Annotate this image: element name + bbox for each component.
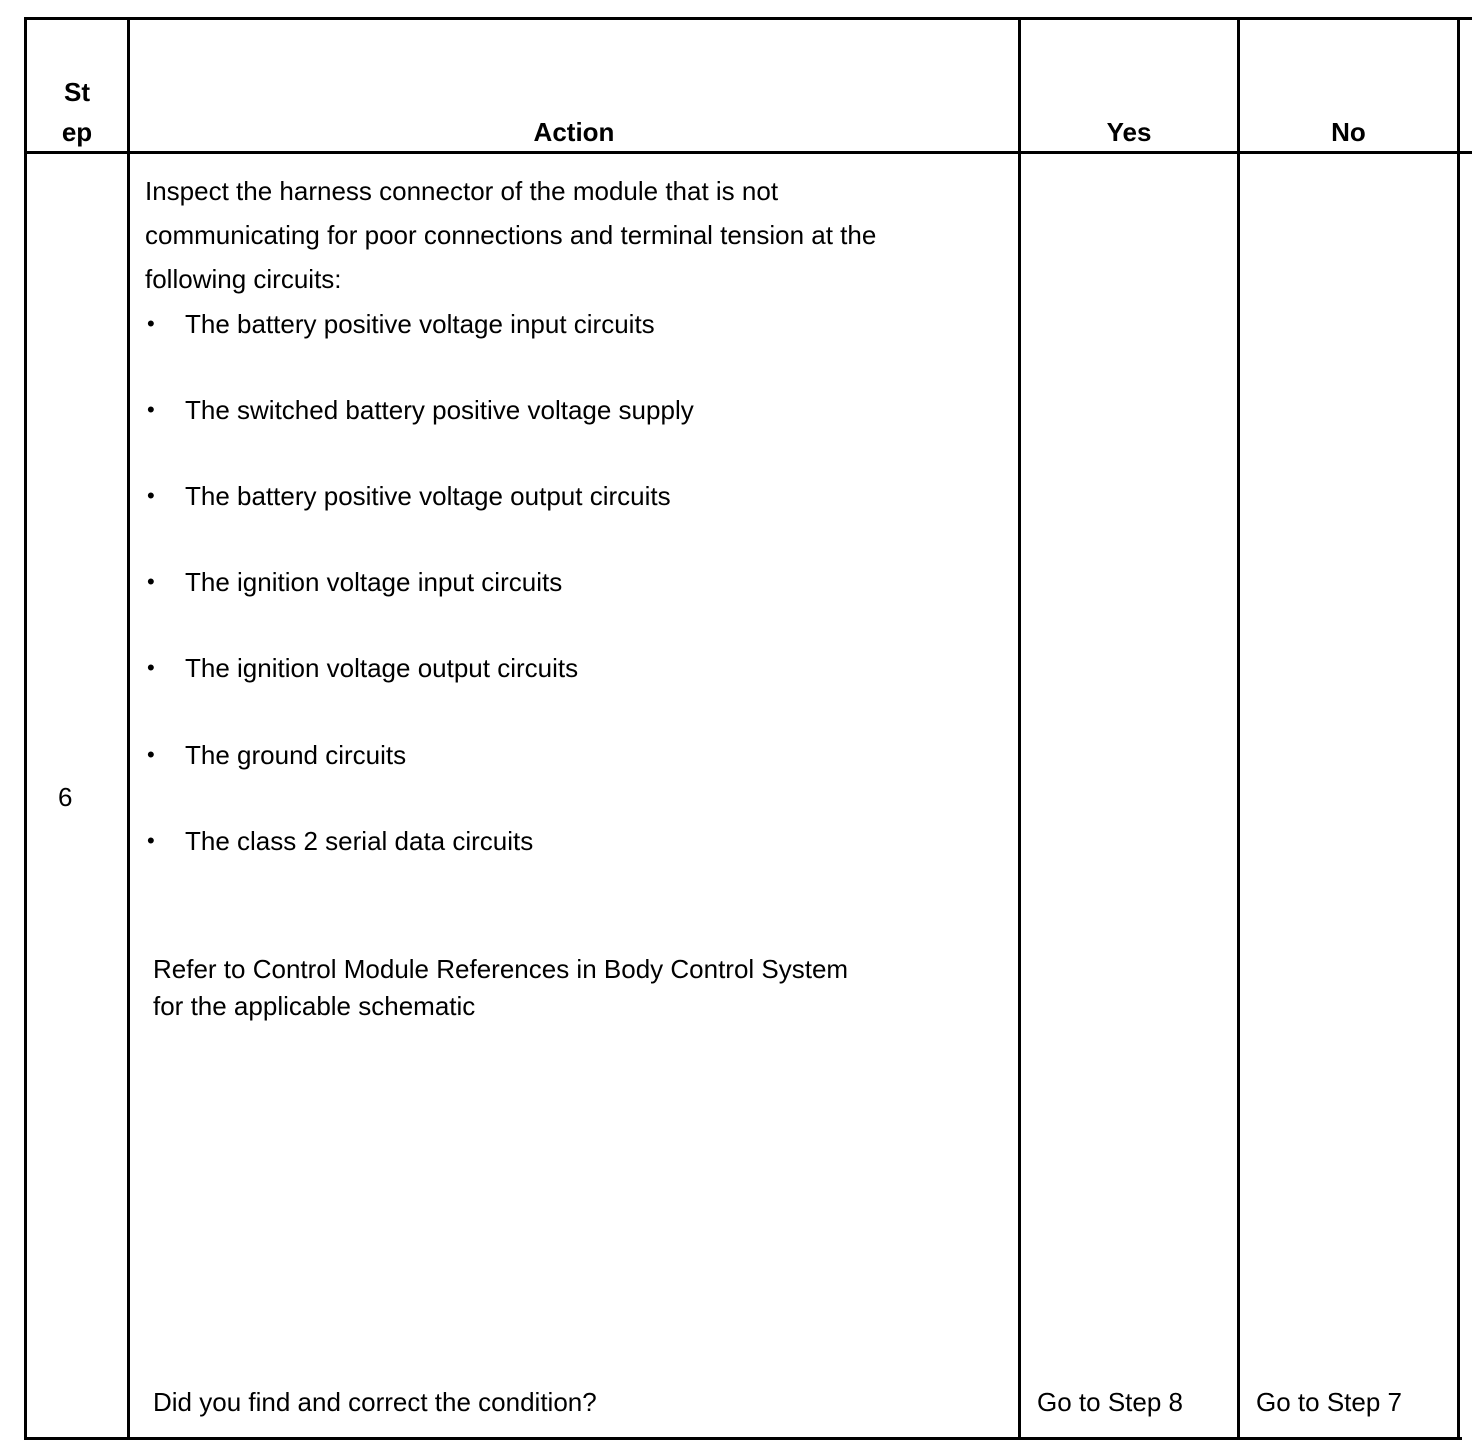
- reference-line: for the applicable schematic: [153, 991, 476, 1021]
- list-item-label: The ignition voltage output circuits: [185, 653, 579, 683]
- step-number: 6: [58, 782, 73, 812]
- bullet-icon: •: [147, 397, 155, 422]
- header-step: [27, 72, 127, 152]
- bullet-icon: •: [147, 569, 155, 594]
- bullet-icon: •: [147, 655, 155, 680]
- header-action: Action: [533, 117, 615, 147]
- table-right-border: [1457, 17, 1460, 1440]
- list-item-label: The ground circuits: [185, 740, 407, 770]
- reference-line: Refer to Control Module References in Body Control System: [153, 954, 849, 984]
- no-result: Go to Step 7: [1256, 1387, 1402, 1417]
- action-yes-divider: [1018, 17, 1021, 1440]
- table-top-border: [24, 17, 1472, 20]
- yes-no-divider: [1237, 17, 1240, 1440]
- action-intro-line: communicating for poor connections and terminal tension at the: [145, 220, 877, 250]
- table-left-border: [24, 17, 27, 1440]
- bullet-icon: •: [147, 483, 155, 508]
- header-step-line1: St: [64, 77, 90, 107]
- yes-result: Go to Step 8: [1037, 1387, 1183, 1417]
- step-action-divider: [127, 17, 130, 1440]
- bullet-icon: •: [147, 828, 155, 853]
- action-question: Did you find and correct the condition?: [153, 1387, 597, 1417]
- header-no: No: [1331, 117, 1366, 147]
- list-item-label: The switched battery positive voltage supply: [185, 395, 694, 425]
- table-bottom-border: [24, 1437, 1462, 1440]
- bullet-icon: •: [147, 311, 155, 336]
- list-item-label: The battery positive voltage input circuits: [185, 309, 655, 339]
- action-intro-line: following circuits:: [145, 264, 342, 294]
- header-step-line2: ep: [61, 117, 93, 147]
- list-item-label: The ignition voltage input circuits: [185, 567, 563, 597]
- header-yes: Yes: [1106, 117, 1152, 147]
- bullet-icon: •: [147, 742, 155, 767]
- action-intro-line: Inspect the harness connector of the module that is not: [145, 176, 779, 206]
- list-item-label: The battery positive voltage output circuits: [185, 481, 671, 511]
- list-item-label: The class 2 serial data circuits: [185, 826, 534, 856]
